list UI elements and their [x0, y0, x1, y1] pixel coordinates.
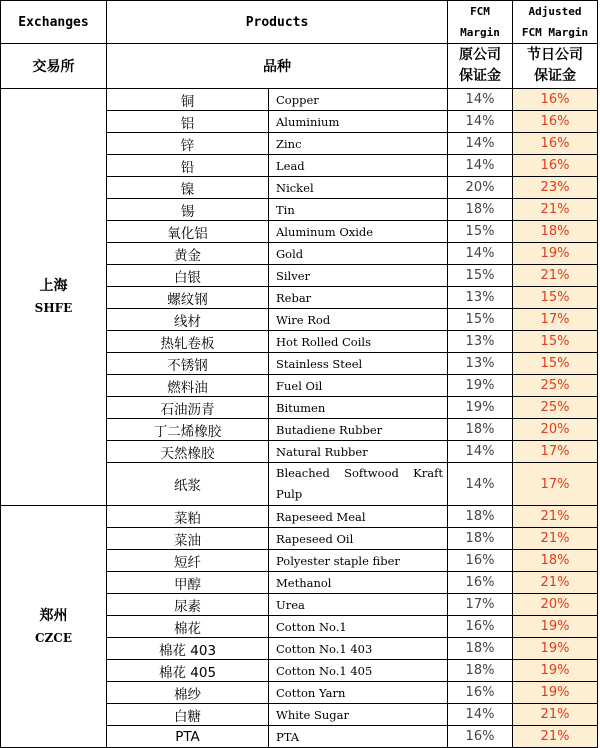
product-name-en: Rapeseed Oil [269, 528, 448, 550]
adjusted-margin-value: 19% [513, 243, 598, 265]
product-name-en: Copper [269, 89, 448, 111]
fcm-margin-value: 18% [448, 660, 513, 682]
product-name-en: Urea [269, 594, 448, 616]
exchange-name-en: SHFE [34, 301, 73, 315]
fcm-margin-value: 18% [448, 199, 513, 221]
fcm-margin-value: 18% [448, 528, 513, 550]
fcm-margin-value: 16% [448, 682, 513, 704]
product-name-en: Hot Rolled Coils [269, 331, 448, 353]
exchange-name-en: CZCE [34, 630, 72, 645]
product-name-en: Aluminium [269, 111, 448, 133]
adjusted-margin-value: 17% [513, 441, 598, 463]
product-name-en: Lead [269, 155, 448, 177]
header-exchange-cn: 交易所 [1, 44, 107, 89]
adjusted-margin-value: 20% [513, 594, 598, 616]
product-name-cn: 锡 [107, 199, 269, 221]
adjusted-margin-value: 16% [513, 111, 598, 133]
product-name-cn: 铜 [107, 89, 269, 111]
fcm-margin-value: 16% [448, 572, 513, 594]
product-name-en: Butadiene Rubber [269, 419, 448, 441]
product-name-en: Polyester staple fiber [269, 550, 448, 572]
product-name-cn: 镍 [107, 177, 269, 199]
fcm-margin-value: 16% [448, 616, 513, 638]
product-name-en: Cotton Yarn [269, 682, 448, 704]
adjusted-margin-value: 15% [513, 353, 598, 375]
adjusted-margin-value: 16% [513, 89, 598, 111]
fcm-margin-value: 16% [448, 726, 513, 748]
fcm-margin-value: 14% [448, 441, 513, 463]
product-name-en: Bleached Softwood Kraft Pulp [269, 463, 448, 506]
product-name-cn: 燃料油 [107, 375, 269, 397]
product-name-en: Natural Rubber [269, 441, 448, 463]
header-adjusted-margin [513, 1, 598, 44]
adjusted-margin-value: 25% [513, 375, 598, 397]
fcm-margin-value: 15% [448, 309, 513, 331]
fcm-margin-value: 13% [448, 353, 513, 375]
adjusted-margin-value: 15% [513, 331, 598, 353]
product-name-cn: 黄金 [107, 243, 269, 265]
adjusted-margin-value: 23% [513, 177, 598, 199]
product-name-en: Fuel Oil [269, 375, 448, 397]
fcm-margin-value: 17% [448, 594, 513, 616]
exchange-name-cn: 上海 [39, 278, 68, 294]
product-name-cn: 线材 [107, 309, 269, 331]
adjusted-margin-value: 16% [513, 133, 598, 155]
adjusted-margin-value: 19% [513, 638, 598, 660]
fcm-margin-value: 13% [448, 331, 513, 353]
adjusted-margin-value: 18% [513, 221, 598, 243]
product-name-cn: 铝 [107, 111, 269, 133]
adjusted-margin-value: 21% [513, 704, 598, 726]
header-products: Products [107, 1, 448, 44]
product-name-cn: 石油沥青 [107, 397, 269, 419]
header-adj-cn-line1: 节日公司 [527, 47, 583, 63]
adjusted-margin-value: 17% [513, 309, 598, 331]
header-adj-line1: Adjusted [528, 5, 582, 18]
adjusted-margin-value: 19% [513, 682, 598, 704]
product-name-en: Bitumen [269, 397, 448, 419]
product-name-cn: 棉花 405 [107, 660, 269, 682]
fcm-margin-value: 18% [448, 506, 513, 528]
product-name-en: Zinc [269, 133, 448, 155]
fcm-margin-value: 14% [448, 704, 513, 726]
product-name-cn: 螺纹钢 [107, 287, 269, 309]
header-fcm-line1: FCM [470, 5, 490, 18]
table-row [1, 506, 598, 528]
product-name-cn: 纸浆 [107, 463, 269, 506]
product-name-en: Nickel [269, 177, 448, 199]
fcm-margin-value: 18% [448, 638, 513, 660]
product-name-en: Aluminum Oxide [269, 221, 448, 243]
adjusted-margin-value: 21% [513, 572, 598, 594]
adjusted-margin-value: 21% [513, 528, 598, 550]
adjusted-margin-value: 16% [513, 155, 598, 177]
adjusted-margin-value: 17% [513, 463, 598, 506]
product-name-en: Methanol [269, 572, 448, 594]
fcm-margin-value: 13% [448, 287, 513, 309]
adjusted-margin-value: 19% [513, 660, 598, 682]
product-name-cn: 热轧卷板 [107, 331, 269, 353]
product-name-cn: 丁二烯橡胶 [107, 419, 269, 441]
adjusted-margin-value: 21% [513, 265, 598, 287]
header-fcm-line2: Margin [460, 26, 500, 39]
product-name-cn: 菜油 [107, 528, 269, 550]
fcm-margin-value: 18% [448, 419, 513, 441]
product-name-cn: PTA [107, 726, 269, 748]
adjusted-margin-value: 21% [513, 506, 598, 528]
shfe-section [1, 89, 598, 506]
product-name-cn: 甲醇 [107, 572, 269, 594]
product-name-en: PTA [269, 726, 448, 748]
adjusted-margin-value: 20% [513, 419, 598, 441]
fcm-margin-value: 19% [448, 397, 513, 419]
product-name-en: Cotton No.1 [269, 616, 448, 638]
product-name-cn: 短纤 [107, 550, 269, 572]
exchange-name-cn: 郑州 [39, 607, 68, 624]
product-name-en: Tin [269, 199, 448, 221]
product-name-cn: 白银 [107, 265, 269, 287]
header-adj-cn-line2: 保证金 [534, 68, 576, 84]
product-name-en: Cotton No.1 403 [269, 638, 448, 660]
product-name-cn: 天然橡胶 [107, 441, 269, 463]
fcm-margin-value: 19% [448, 375, 513, 397]
adjusted-margin-value: 21% [513, 199, 598, 221]
product-name-en: Cotton No.1 405 [269, 660, 448, 682]
header-fcm-cn-line1: 原公司 [459, 47, 501, 63]
product-name-cn: 白糖 [107, 704, 269, 726]
adjusted-margin-value: 21% [513, 726, 598, 748]
adjusted-margin-value: 25% [513, 397, 598, 419]
product-name-cn: 棉花 403 [107, 638, 269, 660]
fcm-margin-value: 14% [448, 111, 513, 133]
product-name-en: Wire Rod [269, 309, 448, 331]
product-name-en: Gold [269, 243, 448, 265]
table-row [1, 89, 598, 111]
header-fcm-margin [448, 1, 513, 44]
fcm-margin-value: 14% [448, 89, 513, 111]
product-name-en: Stainless Steel [269, 353, 448, 375]
header-fcm-cn-line2: 保证金 [459, 68, 501, 84]
header-fcm-cn [448, 44, 513, 89]
fcm-margin-value: 20% [448, 177, 513, 199]
product-name-cn: 尿素 [107, 594, 269, 616]
czce-section [1, 506, 598, 748]
header-adj-line2: FCM Margin [521, 26, 589, 39]
product-name-cn: 棉花 [107, 616, 269, 638]
fcm-margin-value: 14% [448, 133, 513, 155]
fcm-margin-value: 14% [448, 243, 513, 265]
product-name-en: Silver [269, 265, 448, 287]
header-product-cn: 品种 [107, 44, 448, 89]
fcm-margin-value: 16% [448, 550, 513, 572]
header-adj-cn [513, 44, 598, 89]
adjusted-margin-value: 19% [513, 616, 598, 638]
adjusted-margin-value: 15% [513, 287, 598, 309]
product-name-cn: 锌 [107, 133, 269, 155]
product-name-cn: 不锈钢 [107, 353, 269, 375]
product-name-cn: 菜粕 [107, 506, 269, 528]
product-name-en: Rebar [269, 287, 448, 309]
fcm-margin-value: 15% [448, 221, 513, 243]
product-name-en: White Sugar [269, 704, 448, 726]
adjusted-margin-value: 18% [513, 550, 598, 572]
product-name-cn: 棉纱 [107, 682, 269, 704]
fcm-margin-value: 14% [448, 155, 513, 177]
header-exchanges: Exchanges [1, 1, 107, 44]
product-name-en: Rapeseed Meal [269, 506, 448, 528]
fcm-margin-value: 14% [448, 463, 513, 506]
shfe-exchange-cell [1, 89, 107, 506]
fcm-margin-value: 15% [448, 265, 513, 287]
product-name-cn: 氧化铝 [107, 221, 269, 243]
product-name-cn: 铅 [107, 155, 269, 177]
czce-exchange-cell [1, 506, 107, 748]
